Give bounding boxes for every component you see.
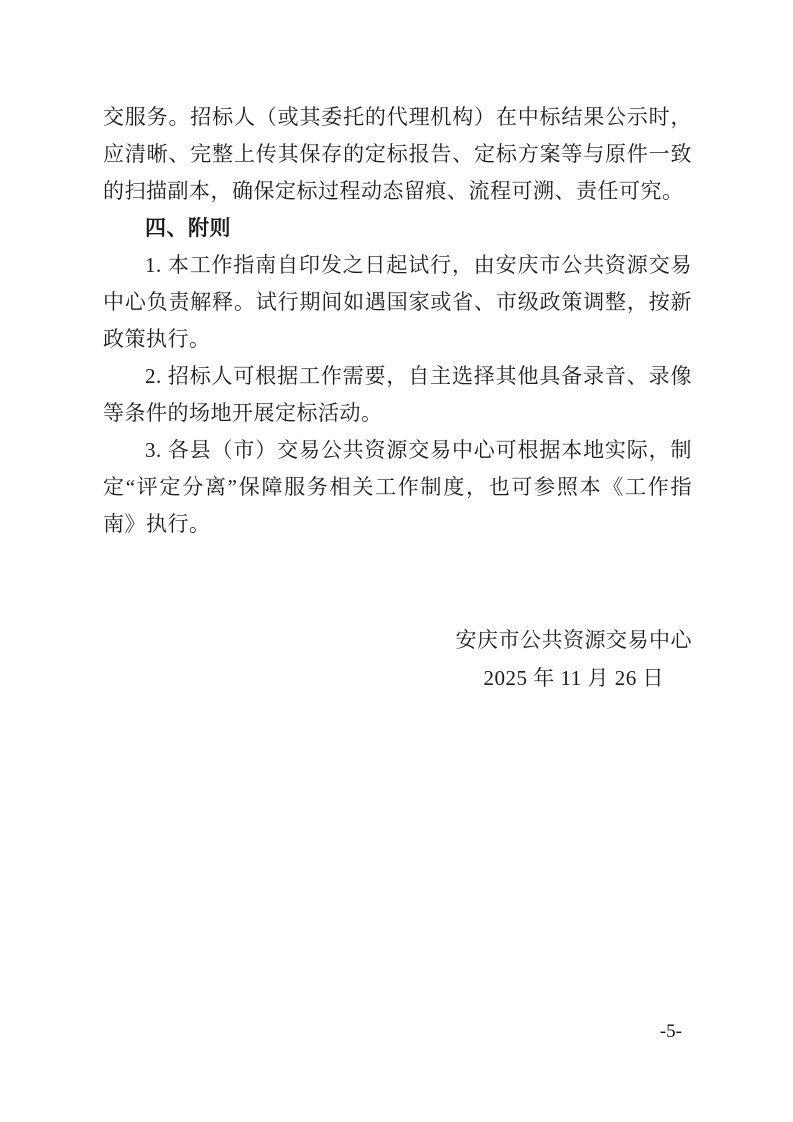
document-body [103, 99, 692, 697]
list-item-1: 1. 本工作指南自印发之日起试行，由安庆市公共资源交易中心负责解释。试行期间如遇国家或省、市级政策调整，按新政策执行。 [103, 253, 692, 351]
paragraph-continuation: 交服务。招标人（或其委托的代理机构）在中标结果公示时，应清晰、完整上传其保存的定标报告、定标方案等与原件一致的扫描副本，确保定标过程动态留痕、流程可溯、责任可究。 [103, 105, 692, 203]
page-number: -5- [659, 1021, 682, 1042]
signature-date: 2025 年 11 月 26 日 [483, 666, 664, 690]
signature-block [456, 621, 693, 697]
section-heading: 四、附则 [145, 217, 231, 240]
list-item-3: 3. 各县（市）交易公共资源交易中心可根据本地实际，制定“评定分离”保障服务相关工作制度，也可参照本《工作指南》执行。 [103, 438, 692, 536]
list-item-2: 2. 招标人可根据工作需要，自主选择其他具备录音、录像等条件的场地开展定标活动。 [103, 364, 692, 425]
signature-org: 安庆市公共资源交易中心 [455, 628, 692, 652]
